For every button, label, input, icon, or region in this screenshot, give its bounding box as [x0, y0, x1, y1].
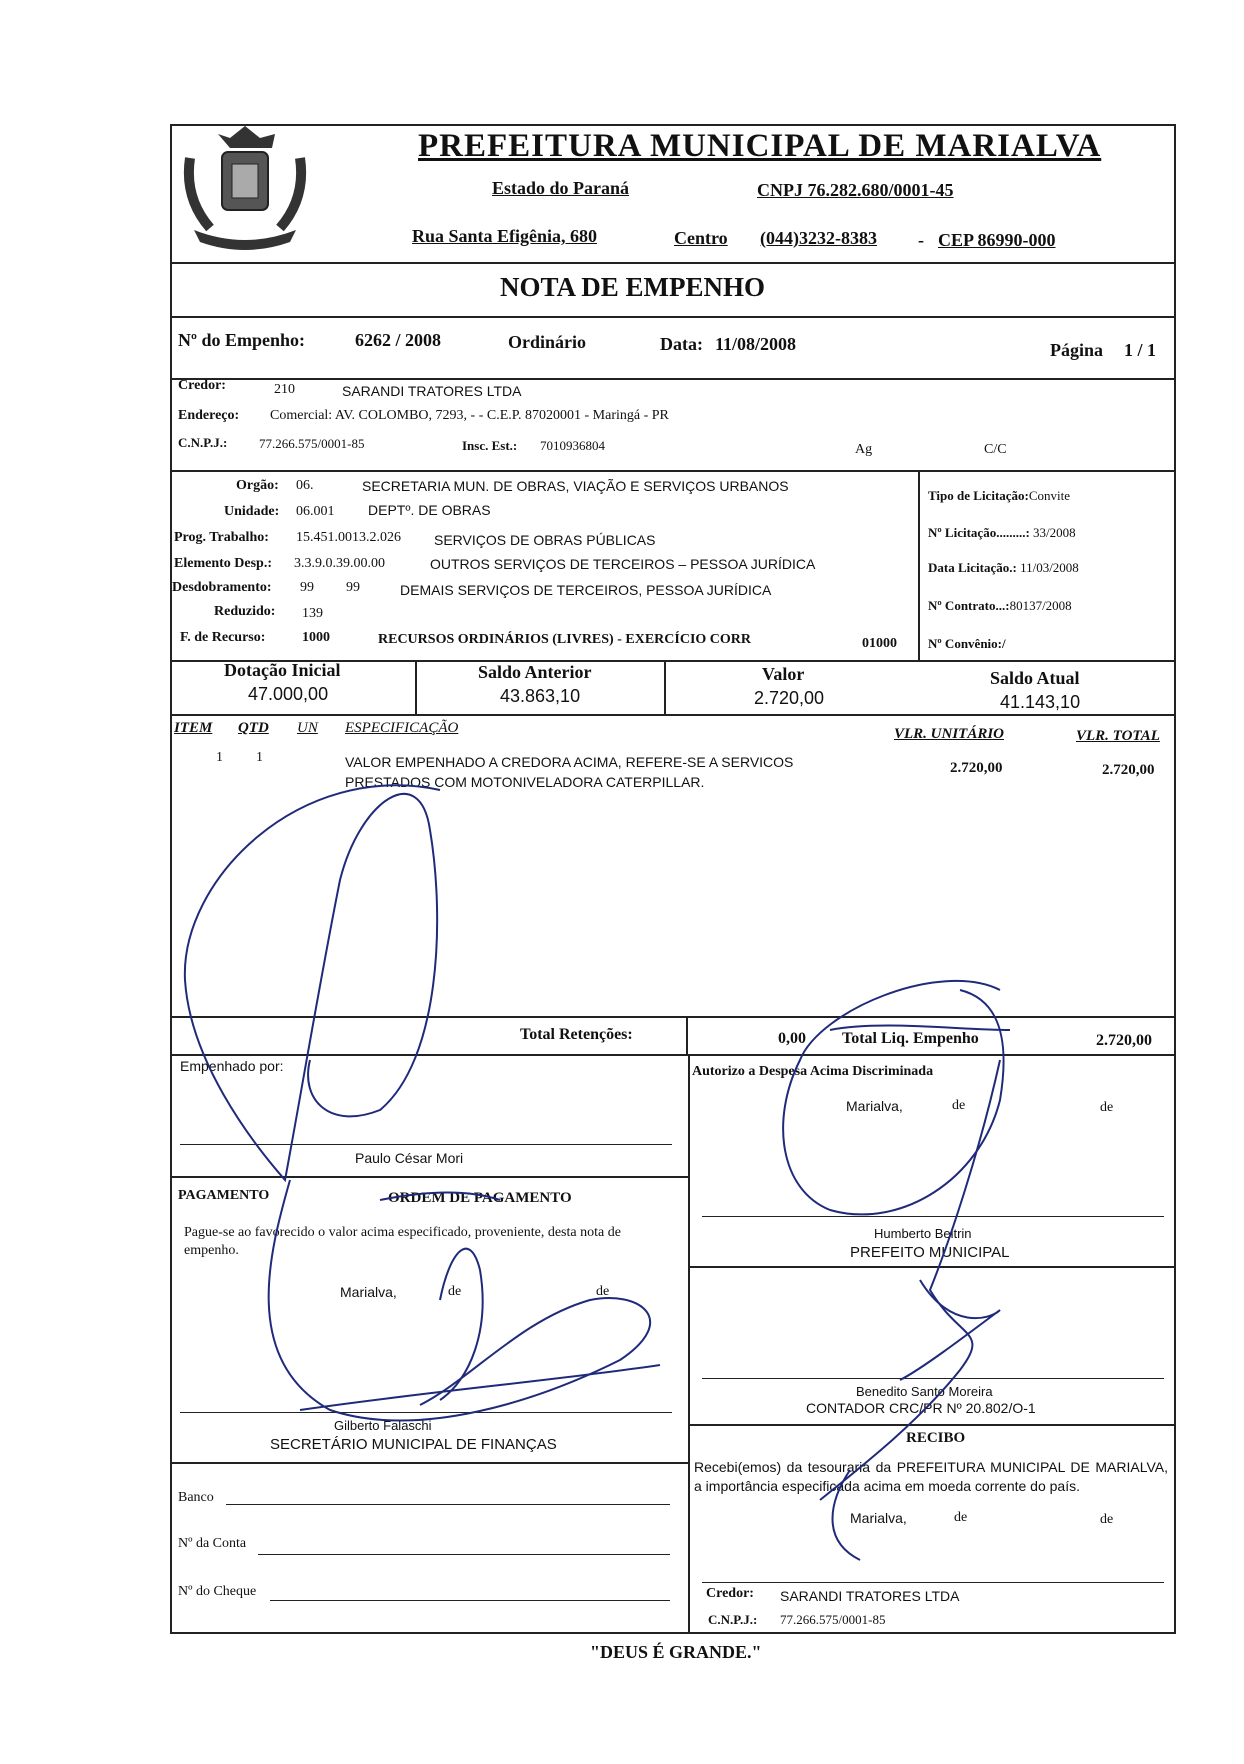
- insc-label: Insc. Est.:: [462, 438, 518, 453]
- unidade: DEPTº. DE OBRAS: [368, 502, 491, 518]
- row-spec-line2: PRESTADOS COM MOTONIVELADORA CATERPILLAR.: [345, 774, 705, 790]
- empenho-number: 6262 / 2008: [355, 330, 442, 350]
- reduzido: 139: [302, 606, 323, 621]
- orgao-code: 06.: [296, 478, 314, 493]
- credor-cnpj-label: C.N.P.J.:: [178, 435, 228, 450]
- recurso-num: 01000: [862, 636, 897, 651]
- pagamento-text: Pague-se ao favorecido o valor acima especificado, proveniente, desta nota de empenho.: [184, 1225, 621, 1258]
- empenho-number-label: Nº do Empenho:: [178, 330, 305, 350]
- credor-label: Credor:: [178, 378, 226, 393]
- doc-title: NOTA DE EMPENHO: [500, 272, 766, 302]
- address: Comercial: AV. COLOMBO, 7293, - - C.E.P. 87020001 - Maringá - PR: [270, 408, 669, 423]
- pagamento-label: PAGAMENTO: [178, 1188, 270, 1203]
- col-total: VLR. TOTAL: [1076, 728, 1160, 744]
- dotacao-value: 47.000,00: [248, 684, 329, 704]
- dotacao-label: Dotação Inicial: [224, 660, 341, 680]
- num-licitacao: Nº Licitação.........: 33/2008: [928, 525, 1076, 540]
- num-convenio: Nº Convênio:/: [928, 636, 1006, 651]
- insc: 7010936804: [540, 438, 605, 453]
- orgao: SECRETARIA MUN. DE OBRAS, VIAÇÃO E SERVIÇOS URBANOS: [362, 478, 789, 494]
- page-label: Página: [1050, 340, 1104, 360]
- anterior-value: 43.863,10: [500, 686, 581, 706]
- pagamento-name: Gilberto Falaschi: [334, 1418, 432, 1433]
- recibo-de2: de: [1100, 1512, 1114, 1527]
- col-spec: ESPECIFICAÇÃO: [345, 720, 459, 736]
- col-un: UN: [297, 720, 318, 736]
- empenhado-label: Empenhado por:: [180, 1058, 284, 1074]
- unidade-label: Unidade:: [224, 504, 280, 519]
- num-contrato: Nº Contrato...:80137/2008: [928, 598, 1072, 613]
- reduzido-label: Reduzido:: [214, 604, 276, 619]
- header-street: Rua Santa Efigênia, 680: [412, 226, 598, 246]
- retencoes-label: Total Retenções:: [520, 1026, 633, 1043]
- retencoes-value: 0,00: [778, 1030, 806, 1047]
- header-district: Centro: [674, 228, 728, 248]
- header-sep: -: [918, 230, 924, 250]
- header-phone: (044)3232-8383: [760, 228, 877, 248]
- recibo-cnpj: 77.266.575/0001-85: [780, 1612, 886, 1627]
- valor-value: 2.720,00: [754, 688, 825, 708]
- header-state: Estado do Paraná: [492, 178, 630, 198]
- autorizo-city: Marialva,: [846, 1098, 903, 1114]
- anterior-label: Saldo Anterior: [478, 662, 592, 682]
- row-total: 2.720,00: [1102, 762, 1155, 778]
- desdob-label: Desdobramento:: [172, 580, 272, 595]
- credor-cnpj: 77.266.575/0001-85: [259, 436, 365, 451]
- address-label: Endereço:: [178, 408, 240, 423]
- prog-label: Prog. Trabalho:: [174, 530, 269, 545]
- recibo-cnpj-label: C.N.P.J.:: [708, 1612, 758, 1627]
- credor-code: 210: [274, 382, 295, 397]
- unidade-code: 06.001: [296, 504, 335, 519]
- row-unit: 2.720,00: [950, 760, 1003, 776]
- recibo-credor-label: Credor:: [706, 1586, 754, 1601]
- empenho-date: 11/08/2008: [715, 334, 797, 354]
- recurso-label: F. de Recurso:: [180, 630, 266, 645]
- prog-code: 15.451.0013.2.026: [296, 530, 401, 545]
- header-title: PREFEITURA MUNICIPAL DE MARIALVA: [418, 128, 1102, 164]
- row-item: 1: [216, 750, 223, 765]
- tipo-licitacao-label: Tipo de Licitação:Convite: [928, 488, 1071, 503]
- ordem-pagamento: ORDEM DE PAGAMENTO: [388, 1190, 572, 1206]
- prog: SERVIÇOS DE OBRAS PÚBLICAS: [434, 532, 656, 548]
- autorizo-name: Humberto Beltrin: [874, 1226, 972, 1241]
- banco-label: Banco: [178, 1490, 214, 1505]
- empenho-date-label: Data:: [660, 334, 703, 354]
- elemento: OUTROS SERVIÇOS DE TERCEIROS – PESSOA JURÍDICA: [430, 556, 816, 572]
- recibo-city: Marialva,: [850, 1510, 907, 1526]
- pagamento-city: Marialva,: [340, 1284, 397, 1300]
- footer-motto: "DEUS É GRANDE.": [590, 1642, 762, 1662]
- desdob-code1: 99: [300, 580, 314, 595]
- contador-role: CONTADOR CRC/PR Nº 20.802/O-1: [806, 1400, 1036, 1416]
- cc-label: C/C: [984, 442, 1007, 457]
- col-item: ITEM: [174, 720, 213, 736]
- credor-name: SARANDI TRATORES LTDA: [342, 383, 522, 399]
- col-qtd: QTD: [238, 720, 269, 736]
- autorizo-role: PREFEITO MUNICIPAL: [850, 1244, 1010, 1261]
- page-number: 1 / 1: [1124, 340, 1157, 360]
- autorizo-de1: de: [952, 1098, 966, 1113]
- col-unit: VLR. UNITÁRIO: [894, 726, 1005, 742]
- empenhado-name: Paulo César Mori: [355, 1150, 464, 1166]
- recurso: RECURSOS ORDINÁRIOS (LIVRES) - EXERCÍCIO CORR: [378, 632, 751, 647]
- orgao-label: Orgão:: [236, 478, 279, 493]
- ag-label: Ag: [855, 442, 873, 457]
- desdob: DEMAIS SERVIÇOS DE TERCEIROS, PESSOA JURÍDICA: [400, 582, 772, 598]
- autorizo-de2: de: [1100, 1100, 1114, 1115]
- pagamento-de1: de: [448, 1284, 462, 1299]
- atual-value: 41.143,10: [1000, 692, 1081, 712]
- recibo-credor: SARANDI TRATORES LTDA: [780, 1588, 960, 1604]
- valor-label: Valor: [762, 664, 805, 684]
- header-cnpj: CNPJ 76.282.680/0001-45: [757, 180, 954, 200]
- cheque-label: Nº do Cheque: [178, 1584, 257, 1599]
- liq-value: 2.720,00: [1096, 1032, 1152, 1049]
- recurso-code: 1000: [302, 630, 330, 645]
- pagamento-role: SECRETÁRIO MUNICIPAL DE FINANÇAS: [270, 1436, 557, 1453]
- elemento-label: Elemento Desp.:: [174, 556, 272, 571]
- recibo-de1: de: [954, 1510, 968, 1525]
- contador-name: Benedito Santo Moreira: [856, 1384, 993, 1399]
- autorizo-label: Autorizo a Despesa Acima Discriminada: [692, 1064, 934, 1079]
- elemento-code: 3.3.9.0.39.00.00: [294, 556, 385, 571]
- data-licitacao: Data Licitação.: 11/03/2008: [928, 560, 1079, 575]
- liq-label: Total Liq. Empenho: [842, 1030, 979, 1047]
- pagamento-de2: de: [596, 1284, 610, 1299]
- recibo-text: Recebi(emos) da tesouraria da PREFEITURA MUNICIPAL DE MARIALVA, a importância especificada acima em moeda corrente do país.: [694, 1459, 1168, 1494]
- conta-label: Nº da Conta: [178, 1536, 247, 1551]
- empenho-type: Ordinário: [508, 332, 587, 352]
- recibo-title: RECIBO: [906, 1430, 966, 1446]
- row-spec-line1: VALOR EMPENHADO A CREDORA ACIMA, REFERE-SE A SERVICOS: [345, 754, 794, 770]
- header-cep: CEP 86990-000: [938, 230, 1056, 250]
- atual-label: Saldo Atual: [990, 668, 1080, 688]
- desdob-code2: 99: [346, 580, 360, 595]
- row-qtd: 1: [256, 750, 263, 765]
